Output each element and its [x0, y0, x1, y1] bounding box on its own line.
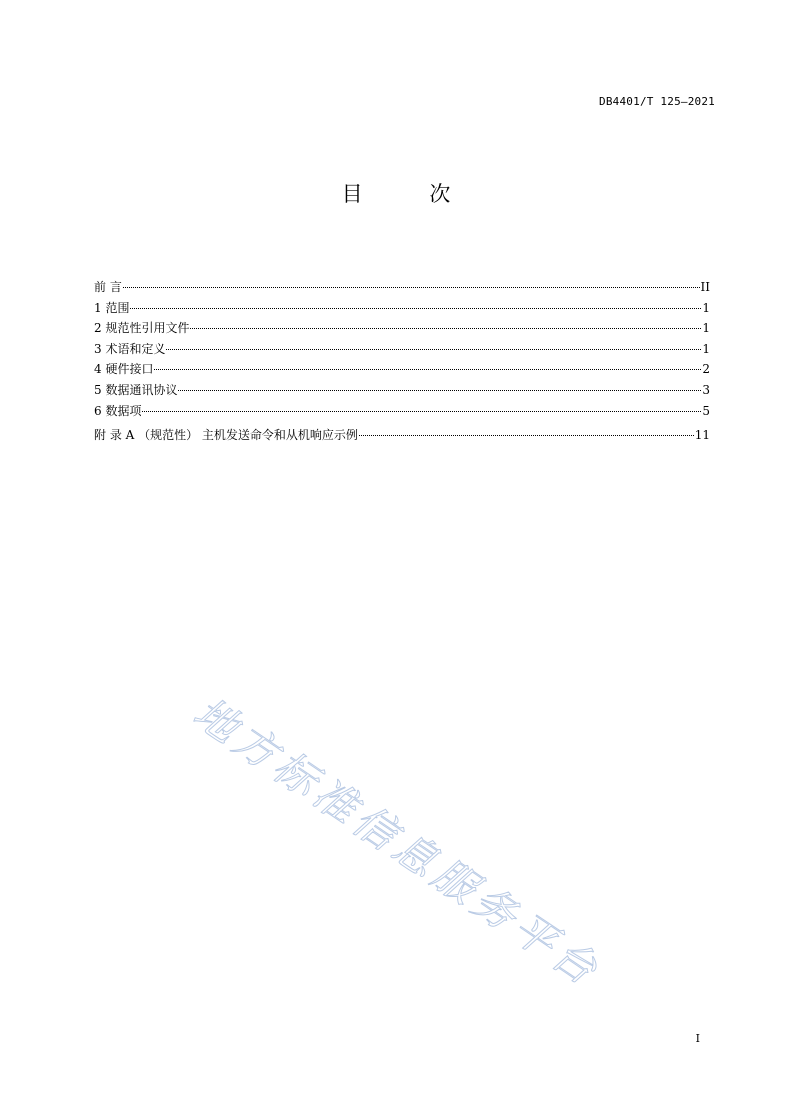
watermark: 地方标准信息服务平台	[184, 687, 611, 997]
toc-entry-hardware-interface[interactable]	[94, 360, 710, 381]
dot-leader	[130, 308, 701, 309]
table-of-contents	[94, 278, 710, 447]
toc-entry-foreword[interactable]	[94, 278, 710, 299]
toc-entry-normative-references[interactable]	[94, 319, 710, 340]
dot-leader	[359, 435, 694, 436]
standard-code: DB4401/T 125—2021	[599, 95, 715, 108]
toc-entry-label: 3 术语和定义	[94, 341, 166, 356]
toc-title: 目 次	[341, 182, 481, 206]
page-number: I	[695, 1032, 700, 1045]
toc-entry-data-items[interactable]	[94, 402, 710, 423]
toc-entry-page: 3	[702, 382, 710, 397]
toc-entry-page: 1	[702, 300, 710, 315]
toc-entry-scope[interactable]	[94, 299, 710, 320]
toc-entry-annex-a[interactable]	[94, 426, 710, 447]
toc-entry-label: 4 硬件接口	[94, 362, 154, 377]
toc-entry-page: 5	[702, 403, 710, 418]
dot-leader	[190, 328, 701, 329]
dot-leader	[178, 390, 701, 391]
dot-leader	[142, 411, 701, 412]
toc-entry-page: 1	[702, 321, 710, 336]
toc-entry-label: 6 数据项	[94, 403, 142, 418]
toc-entry-page: 11	[694, 428, 710, 443]
toc-entry-page: 1	[702, 341, 710, 356]
toc-entry-label: 前 言	[94, 280, 122, 294]
toc-entry-label: 5 数据通讯协议	[94, 382, 178, 397]
toc-entry-label: 1 范围	[94, 300, 130, 315]
dot-leader	[166, 349, 701, 350]
toc-entry-terms-definitions[interactable]	[94, 340, 710, 361]
toc-entry-label: 附 录 A （规范性） 主机发送命令和从机响应示例	[94, 428, 358, 443]
toc-entry-page: 2	[702, 362, 710, 377]
dot-leader	[123, 287, 700, 288]
toc-entry-label: 2 规范性引用文件	[94, 321, 190, 336]
dot-leader	[154, 369, 701, 370]
toc-entry-data-protocol[interactable]	[94, 381, 710, 402]
toc-entry-page: II	[700, 280, 710, 294]
